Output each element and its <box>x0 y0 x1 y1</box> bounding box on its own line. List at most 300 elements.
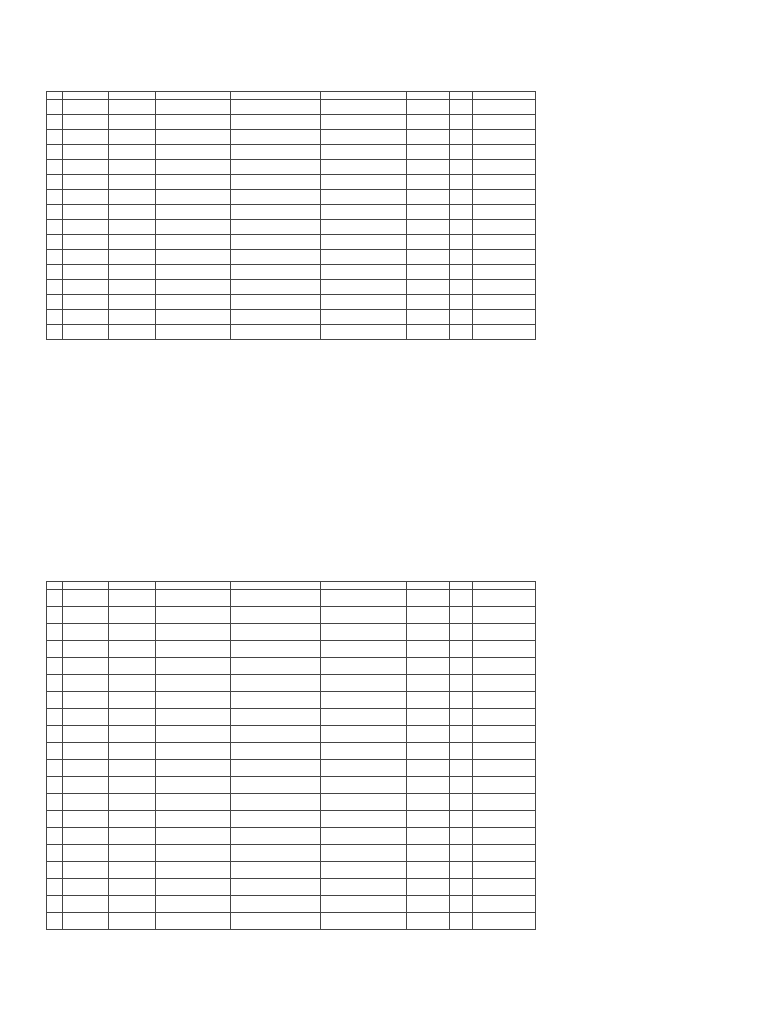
cell-kecamatan <box>62 175 108 190</box>
cell-alamat <box>320 100 407 115</box>
cell-jenis-aspirasi <box>155 175 230 190</box>
cell-partai <box>450 205 472 220</box>
cell-kegiatan <box>230 794 320 811</box>
table-row <box>47 879 536 896</box>
col-header-jenis-aspirasi <box>155 582 230 590</box>
cell-jenis-aspirasi <box>155 879 230 896</box>
table-row <box>47 265 536 280</box>
cell-jumlah <box>407 265 450 280</box>
cell-partai <box>450 310 472 325</box>
cell-kecamatan <box>62 658 108 675</box>
col-header-desa <box>109 92 155 100</box>
cell-jumlah <box>407 794 450 811</box>
cell-kecamatan <box>62 130 108 145</box>
cell-jenis-aspirasi <box>155 590 230 607</box>
cell-alamat <box>320 896 407 913</box>
cell-no <box>47 760 63 777</box>
cell-alamat <box>320 658 407 675</box>
cell-jumlah <box>407 760 450 777</box>
cell-kecamatan <box>62 590 108 607</box>
cell-jumlah <box>407 726 450 743</box>
col-header-kecamatan <box>62 582 108 590</box>
cell-no <box>47 205 63 220</box>
cell-partai <box>450 862 472 879</box>
table-row <box>47 692 536 709</box>
cell-nama <box>472 641 535 658</box>
cell-jumlah <box>407 190 450 205</box>
cell-kecamatan <box>62 235 108 250</box>
cell-jumlah <box>407 205 450 220</box>
col-header-kecamatan <box>62 92 108 100</box>
recipients-table-page-1 <box>46 91 536 340</box>
cell-partai <box>450 115 472 130</box>
cell-jenis-aspirasi <box>155 130 230 145</box>
cell-jenis-aspirasi <box>155 675 230 692</box>
cell-kecamatan <box>62 692 108 709</box>
cell-kecamatan <box>62 220 108 235</box>
cell-no <box>47 828 63 845</box>
cell-nama <box>472 175 535 190</box>
cell-kecamatan <box>62 250 108 265</box>
cell-nama <box>472 675 535 692</box>
cell-jenis-aspirasi <box>155 743 230 760</box>
cell-jumlah <box>407 590 450 607</box>
cell-desa <box>109 641 155 658</box>
col-header-nama <box>472 582 535 590</box>
cell-nama <box>472 115 535 130</box>
cell-alamat <box>320 624 407 641</box>
cell-kegiatan <box>230 295 320 310</box>
cell-no <box>47 190 63 205</box>
cell-jumlah <box>407 845 450 862</box>
table-row <box>47 175 536 190</box>
cell-kegiatan <box>230 777 320 794</box>
table-row <box>47 896 536 913</box>
cell-desa <box>109 760 155 777</box>
cell-partai <box>450 896 472 913</box>
cell-kegiatan <box>230 235 320 250</box>
cell-jumlah <box>407 777 450 794</box>
cell-no <box>47 811 63 828</box>
cell-desa <box>109 310 155 325</box>
cell-jumlah <box>407 641 450 658</box>
cell-desa <box>109 160 155 175</box>
col-header-jumlah <box>407 92 450 100</box>
cell-kegiatan <box>230 190 320 205</box>
cell-kecamatan <box>62 845 108 862</box>
cell-nama <box>472 811 535 828</box>
cell-kecamatan <box>62 115 108 130</box>
cell-no <box>47 265 63 280</box>
table-row <box>47 777 536 794</box>
cell-kegiatan <box>230 811 320 828</box>
cell-alamat <box>320 760 407 777</box>
cell-kegiatan <box>230 675 320 692</box>
cell-desa <box>109 220 155 235</box>
cell-desa <box>109 828 155 845</box>
cell-partai <box>450 160 472 175</box>
cell-no <box>47 130 63 145</box>
cell-jumlah <box>407 743 450 760</box>
cell-partai <box>450 624 472 641</box>
cell-desa <box>109 190 155 205</box>
cell-no <box>47 590 63 607</box>
col-header-nama <box>472 92 535 100</box>
cell-jumlah <box>407 862 450 879</box>
table-body <box>47 100 536 340</box>
cell-alamat <box>320 325 407 340</box>
cell-no <box>47 100 63 115</box>
cell-no <box>47 675 63 692</box>
cell-kecamatan <box>62 794 108 811</box>
cell-desa <box>109 896 155 913</box>
cell-jumlah <box>407 828 450 845</box>
cell-no <box>47 743 63 760</box>
cell-desa <box>109 205 155 220</box>
cell-alamat <box>320 280 407 295</box>
cell-nama <box>472 743 535 760</box>
table-row <box>47 658 536 675</box>
cell-kegiatan <box>230 265 320 280</box>
col-header-jumlah <box>407 582 450 590</box>
cell-desa <box>109 145 155 160</box>
cell-no <box>47 220 63 235</box>
cell-kegiatan <box>230 896 320 913</box>
cell-kegiatan <box>230 760 320 777</box>
cell-jumlah <box>407 115 450 130</box>
cell-jenis-aspirasi <box>155 896 230 913</box>
cell-partai <box>450 828 472 845</box>
cell-desa <box>109 280 155 295</box>
cell-nama <box>472 265 535 280</box>
cell-partai <box>450 130 472 145</box>
cell-desa <box>109 845 155 862</box>
cell-nama <box>472 913 535 930</box>
cell-kegiatan <box>230 160 320 175</box>
cell-nama <box>472 235 535 250</box>
cell-kegiatan <box>230 862 320 879</box>
table-row <box>47 160 536 175</box>
cell-kecamatan <box>62 675 108 692</box>
cell-jumlah <box>407 607 450 624</box>
cell-kecamatan <box>62 100 108 115</box>
cell-jenis-aspirasi <box>155 145 230 160</box>
cell-jenis-aspirasi <box>155 641 230 658</box>
cell-nama <box>472 879 535 896</box>
cell-nama <box>472 658 535 675</box>
cell-jumlah <box>407 692 450 709</box>
cell-desa <box>109 777 155 794</box>
cell-alamat <box>320 675 407 692</box>
cell-kecamatan <box>62 607 108 624</box>
table-row <box>47 743 536 760</box>
cell-kecamatan <box>62 265 108 280</box>
table-row <box>47 280 536 295</box>
table-row <box>47 100 536 115</box>
table-row <box>47 624 536 641</box>
cell-no <box>47 896 63 913</box>
cell-no <box>47 175 63 190</box>
cell-jenis-aspirasi <box>155 310 230 325</box>
cell-jenis-aspirasi <box>155 828 230 845</box>
cell-jenis-aspirasi <box>155 160 230 175</box>
cell-kegiatan <box>230 115 320 130</box>
cell-partai <box>450 295 472 310</box>
col-header-alamat <box>320 582 407 590</box>
cell-partai <box>450 145 472 160</box>
table-row <box>47 709 536 726</box>
cell-nama <box>472 845 535 862</box>
cell-partai <box>450 280 472 295</box>
cell-jenis-aspirasi <box>155 726 230 743</box>
cell-kecamatan <box>62 862 108 879</box>
cell-desa <box>109 607 155 624</box>
cell-alamat <box>320 692 407 709</box>
cell-desa <box>109 590 155 607</box>
cell-kegiatan <box>230 130 320 145</box>
cell-desa <box>109 692 155 709</box>
cell-kecamatan <box>62 726 108 743</box>
cell-alamat <box>320 160 407 175</box>
col-header-kegiatan <box>230 92 320 100</box>
cell-jumlah <box>407 675 450 692</box>
cell-alamat <box>320 777 407 794</box>
cell-no <box>47 115 63 130</box>
cell-kegiatan <box>230 100 320 115</box>
cell-desa <box>109 325 155 340</box>
cell-kecamatan <box>62 160 108 175</box>
table-row <box>47 862 536 879</box>
col-header-alamat <box>320 92 407 100</box>
cell-jenis-aspirasi <box>155 295 230 310</box>
cell-kegiatan <box>230 709 320 726</box>
cell-partai <box>450 794 472 811</box>
cell-jenis-aspirasi <box>155 709 230 726</box>
cell-kecamatan <box>62 205 108 220</box>
table-row <box>47 726 536 743</box>
cell-no <box>47 794 63 811</box>
cell-jumlah <box>407 130 450 145</box>
col-header-partai <box>450 92 472 100</box>
cell-kegiatan <box>230 310 320 325</box>
cell-nama <box>472 607 535 624</box>
cell-jumlah <box>407 295 450 310</box>
cell-kegiatan <box>230 845 320 862</box>
cell-partai <box>450 250 472 265</box>
cell-kegiatan <box>230 250 320 265</box>
cell-kegiatan <box>230 220 320 235</box>
col-header-kegiatan <box>230 582 320 590</box>
cell-jenis-aspirasi <box>155 325 230 340</box>
cell-jenis-aspirasi <box>155 280 230 295</box>
cell-nama <box>472 828 535 845</box>
cell-jenis-aspirasi <box>155 811 230 828</box>
cell-kecamatan <box>62 760 108 777</box>
cell-no <box>47 862 63 879</box>
cell-alamat <box>320 811 407 828</box>
table-body <box>47 590 536 930</box>
cell-desa <box>109 726 155 743</box>
cell-desa <box>109 913 155 930</box>
cell-nama <box>472 862 535 879</box>
cell-jumlah <box>407 235 450 250</box>
cell-desa <box>109 879 155 896</box>
cell-nama <box>472 794 535 811</box>
cell-kegiatan <box>230 607 320 624</box>
cell-no <box>47 624 63 641</box>
cell-jenis-aspirasi <box>155 100 230 115</box>
cell-alamat <box>320 205 407 220</box>
cell-jumlah <box>407 709 450 726</box>
cell-no <box>47 310 63 325</box>
cell-kecamatan <box>62 913 108 930</box>
cell-nama <box>472 325 535 340</box>
table-row <box>47 310 536 325</box>
document-heading <box>150 60 590 78</box>
cell-alamat <box>320 828 407 845</box>
cell-jumlah <box>407 896 450 913</box>
cell-no <box>47 235 63 250</box>
table-row <box>47 794 536 811</box>
table-row <box>47 220 536 235</box>
cell-jenis-aspirasi <box>155 624 230 641</box>
cell-desa <box>109 794 155 811</box>
cell-no <box>47 777 63 794</box>
cell-jumlah <box>407 175 450 190</box>
cell-alamat <box>320 641 407 658</box>
cell-no <box>47 280 63 295</box>
cell-kegiatan <box>230 145 320 160</box>
cell-no <box>47 726 63 743</box>
table-row <box>47 828 536 845</box>
cell-no <box>47 325 63 340</box>
cell-alamat <box>320 913 407 930</box>
heading-line <box>150 72 590 78</box>
cell-partai <box>450 709 472 726</box>
col-header-desa <box>109 582 155 590</box>
cell-jenis-aspirasi <box>155 692 230 709</box>
table-row <box>47 607 536 624</box>
cell-no <box>47 145 63 160</box>
table-row <box>47 190 536 205</box>
cell-alamat <box>320 845 407 862</box>
cell-kegiatan <box>230 913 320 930</box>
cell-partai <box>450 675 472 692</box>
recipients-table-page-2 <box>46 581 536 930</box>
cell-nama <box>472 160 535 175</box>
cell-desa <box>109 265 155 280</box>
cell-desa <box>109 811 155 828</box>
cell-alamat <box>320 220 407 235</box>
cell-kecamatan <box>62 641 108 658</box>
cell-partai <box>450 811 472 828</box>
cell-desa <box>109 250 155 265</box>
cell-nama <box>472 190 535 205</box>
cell-alamat <box>320 145 407 160</box>
table-header-row <box>47 92 536 100</box>
cell-partai <box>450 913 472 930</box>
cell-nama <box>472 295 535 310</box>
cell-kegiatan <box>230 641 320 658</box>
cell-partai <box>450 190 472 205</box>
cell-jenis-aspirasi <box>155 913 230 930</box>
cell-desa <box>109 658 155 675</box>
cell-kegiatan <box>230 280 320 295</box>
cell-partai <box>450 692 472 709</box>
cell-kecamatan <box>62 811 108 828</box>
cell-partai <box>450 100 472 115</box>
cell-jumlah <box>407 280 450 295</box>
cell-jenis-aspirasi <box>155 190 230 205</box>
cell-kecamatan <box>62 190 108 205</box>
cell-kegiatan <box>230 828 320 845</box>
cell-jenis-aspirasi <box>155 862 230 879</box>
cell-kegiatan <box>230 743 320 760</box>
cell-kecamatan <box>62 295 108 310</box>
cell-nama <box>472 280 535 295</box>
cell-jenis-aspirasi <box>155 115 230 130</box>
cell-jumlah <box>407 658 450 675</box>
cell-nama <box>472 896 535 913</box>
cell-desa <box>109 624 155 641</box>
table-header-row <box>47 582 536 590</box>
cell-partai <box>450 235 472 250</box>
table-row <box>47 205 536 220</box>
cell-desa <box>109 675 155 692</box>
table-row <box>47 235 536 250</box>
cell-alamat <box>320 235 407 250</box>
cell-no <box>47 295 63 310</box>
cell-desa <box>109 862 155 879</box>
cell-kecamatan <box>62 709 108 726</box>
table-row <box>47 145 536 160</box>
cell-jenis-aspirasi <box>155 794 230 811</box>
cell-no <box>47 250 63 265</box>
cell-partai <box>450 760 472 777</box>
cell-alamat <box>320 190 407 205</box>
cell-nama <box>472 590 535 607</box>
cell-alamat <box>320 794 407 811</box>
cell-partai <box>450 777 472 794</box>
cell-kecamatan <box>62 743 108 760</box>
cell-desa <box>109 130 155 145</box>
cell-no <box>47 845 63 862</box>
cell-no <box>47 879 63 896</box>
cell-kegiatan <box>230 726 320 743</box>
cell-jumlah <box>407 250 450 265</box>
cell-desa <box>109 295 155 310</box>
table-row <box>47 845 536 862</box>
cell-kegiatan <box>230 879 320 896</box>
cell-nama <box>472 310 535 325</box>
cell-jenis-aspirasi <box>155 845 230 862</box>
cell-jenis-aspirasi <box>155 760 230 777</box>
table-row <box>47 250 536 265</box>
cell-kegiatan <box>230 590 320 607</box>
table-row <box>47 675 536 692</box>
cell-nama <box>472 145 535 160</box>
cell-nama <box>472 205 535 220</box>
cell-kecamatan <box>62 325 108 340</box>
cell-kecamatan <box>62 145 108 160</box>
cell-no <box>47 913 63 930</box>
cell-jumlah <box>407 325 450 340</box>
cell-no <box>47 692 63 709</box>
cell-nama <box>472 250 535 265</box>
cell-jenis-aspirasi <box>155 205 230 220</box>
cell-alamat <box>320 265 407 280</box>
cell-kecamatan <box>62 896 108 913</box>
